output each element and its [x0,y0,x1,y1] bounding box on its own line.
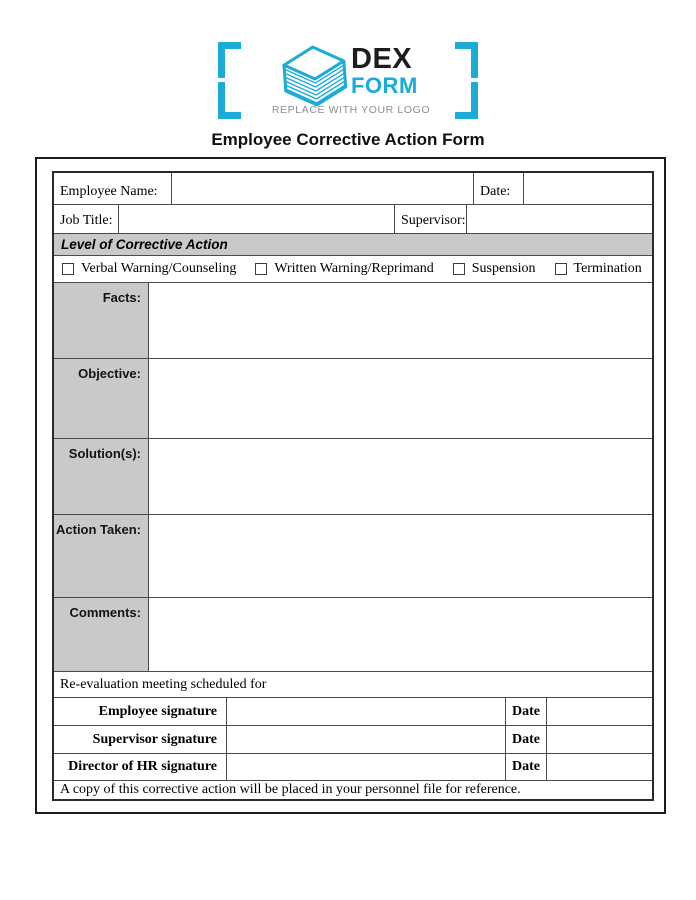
solutions-input[interactable] [149,439,652,514]
reevaluation-label: Re-evaluation meeting scheduled for [60,676,267,692]
employee-signature-label: Employee signature [54,698,227,725]
supervisor-label: Supervisor: [395,205,467,233]
solutions-label: Solution(s): [54,439,149,514]
employee-name-input[interactable] [172,173,474,204]
verbal-warning-label: Verbal Warning/Counseling [81,261,237,276]
supervisor-signature-row [54,726,652,754]
footer-note: A copy of this corrective action will be placed in your personnel file for reference. [60,782,521,797]
page-title: Employee Corrective Action Form [211,130,485,149]
logo-tagline: REPLACE WITH YOUR LOGO [271,104,431,116]
reevaluation-input[interactable] [266,672,652,697]
employee-signature-input[interactable] [227,698,506,725]
facts-row [54,283,652,359]
corrective-action-options-row [54,256,652,283]
reevaluation-row [54,672,652,698]
employee-name-label: Employee Name: [54,173,172,204]
logo-left-bracket-icon [218,42,241,124]
objective-row [54,359,652,439]
logo-right-bracket-icon [455,42,478,124]
job-title-input[interactable] [119,205,395,233]
date-label: Date: [474,173,524,204]
job-title-label: Job Title: [54,205,119,233]
objective-label: Objective: [54,359,149,438]
suspension-label: Suspension [471,261,536,276]
option-written-warning [255,261,433,277]
logo-brand-bottom: FORM [351,73,418,98]
employee-signature-date-input[interactable] [547,698,652,725]
comments-label: Comments: [54,598,149,671]
facts-label: Facts: [54,283,149,358]
verbal-warning-checkbox[interactable] [62,263,74,275]
termination-label: Termination [573,261,642,276]
corrective-action-form-table [52,171,654,801]
suspension-checkbox[interactable] [453,263,465,275]
option-termination [555,261,642,277]
hr-director-signature-date-input[interactable] [547,754,652,780]
logo-wordmark [351,45,418,97]
option-verbal-warning [62,261,236,277]
supervisor-signature-label: Supervisor signature [54,726,227,753]
logo-brand-top: DEX [351,43,413,75]
termination-checkbox[interactable] [555,263,567,275]
comments-row [54,598,652,672]
written-warning-checkbox[interactable] [255,263,267,275]
employee-signature-date-label: Date [506,698,547,725]
employee-signature-row [54,698,652,726]
solutions-row [54,439,652,515]
supervisor-signature-date-input[interactable] [547,726,652,753]
written-warning-label: Written Warning/Reprimand [274,261,434,276]
supervisor-signature-date-label: Date [506,726,547,753]
employee-name-row [54,173,652,205]
date-input[interactable] [524,173,652,204]
option-suspension [453,261,536,277]
hr-director-signature-input[interactable] [227,754,506,780]
level-of-corrective-action-heading: Level of Corrective Action [54,234,652,256]
supervisor-input[interactable] [467,205,652,233]
job-title-row [54,205,652,234]
hr-director-signature-label: Director of HR signature [54,754,227,780]
comments-input[interactable] [149,598,652,671]
hr-director-signature-date-label: Date [506,754,547,780]
supervisor-signature-input[interactable] [227,726,506,753]
facts-input[interactable] [149,283,652,358]
objective-input[interactable] [149,359,652,438]
action-taken-row [54,515,652,598]
hr-director-signature-row [54,754,652,781]
action-taken-input[interactable] [149,515,652,597]
action-taken-label: Action Taken: [54,515,149,597]
